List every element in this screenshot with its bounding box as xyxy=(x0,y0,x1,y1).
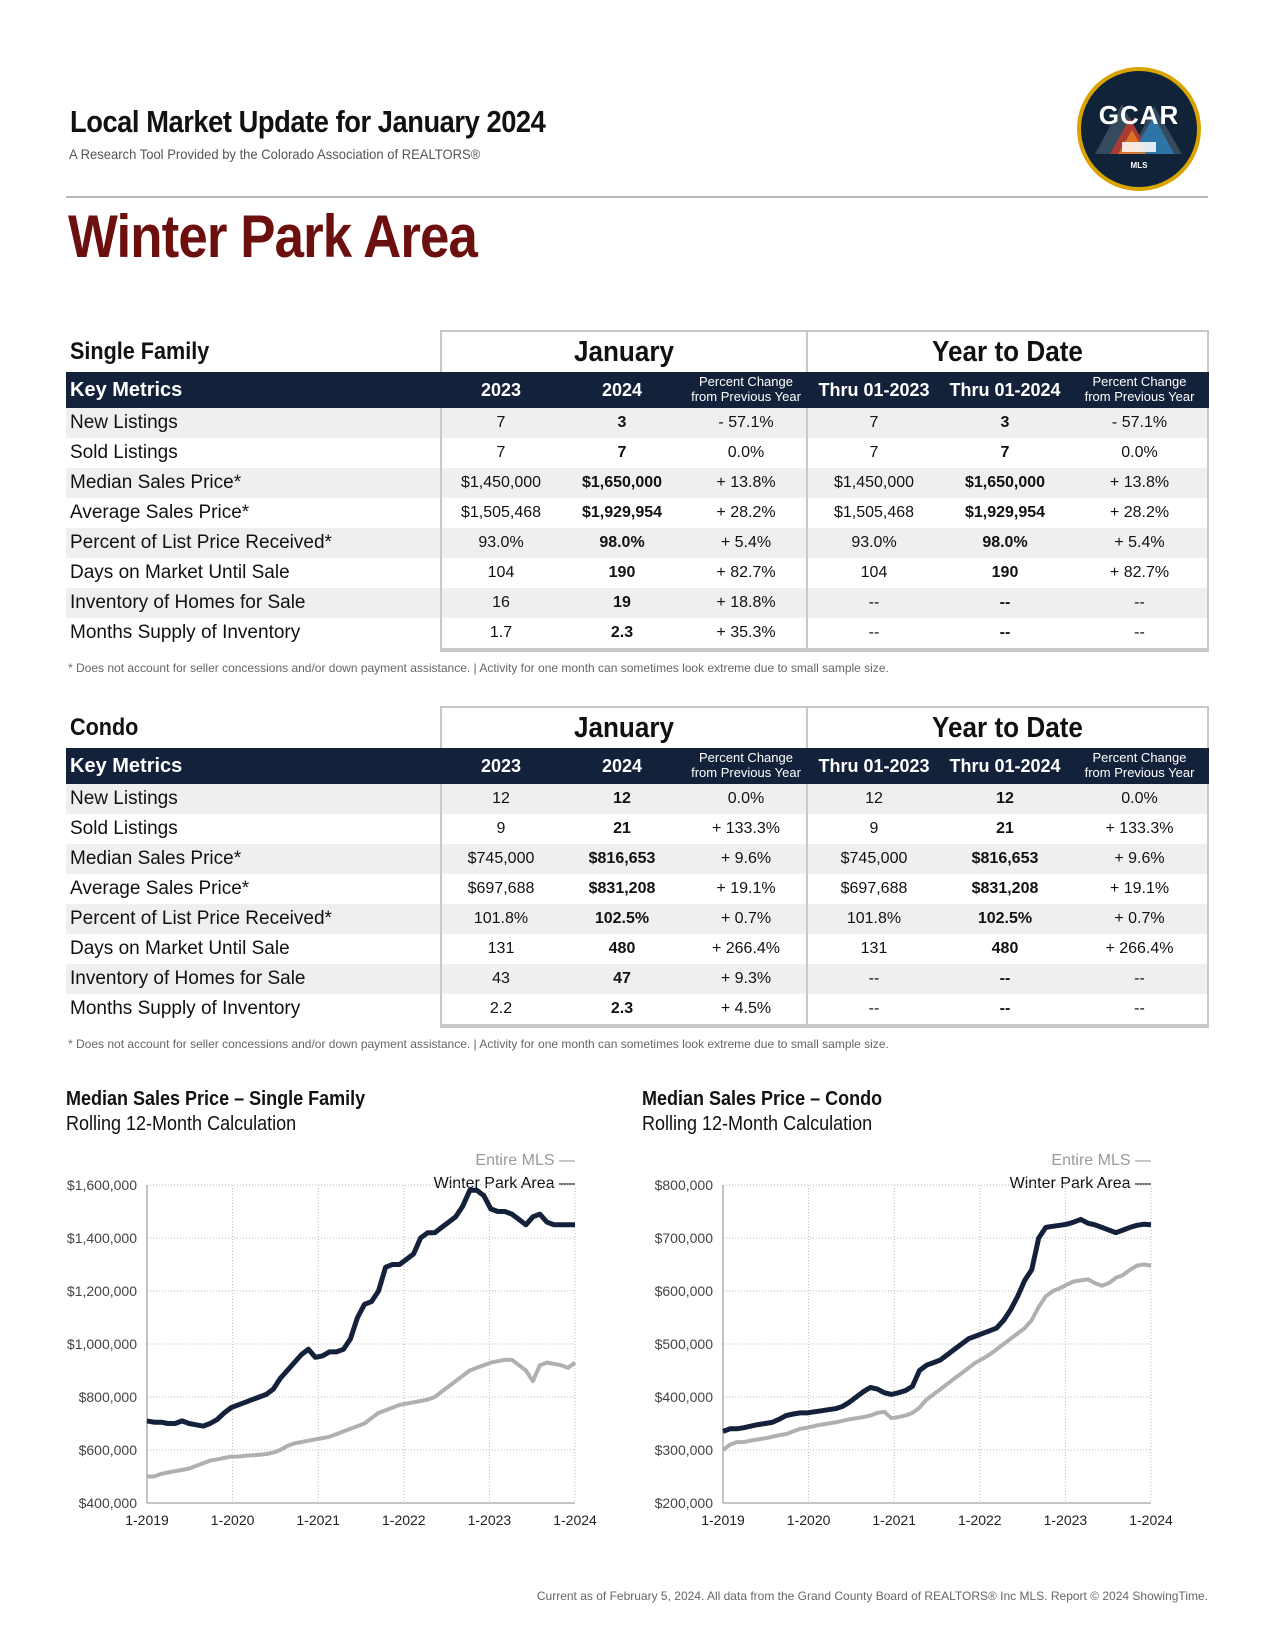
x-tick-label: 1-2019 xyxy=(125,1512,169,1528)
metric-label: New Listings xyxy=(70,788,178,809)
column-divider xyxy=(440,408,442,648)
cell-y2024: 21 xyxy=(996,820,1014,837)
y-tick-label: $1,400,000 xyxy=(66,1230,137,1246)
cell-y2024: $1,929,954 xyxy=(964,504,1046,521)
cell-ypct: -- xyxy=(1134,624,1145,641)
series-line-entire-mls xyxy=(147,1360,575,1477)
cell-y2024: 102.5% xyxy=(977,910,1033,927)
cell-m2024: $1,650,000 xyxy=(581,474,663,491)
ytd-pct-change-line1: Percent Change xyxy=(1092,374,1187,389)
table-row xyxy=(66,814,1209,844)
legend-entry: Entire MLS — xyxy=(1051,1152,1151,1169)
cell-m2023: $1,505,468 xyxy=(460,504,542,521)
y-tick-label: $300,000 xyxy=(654,1442,713,1458)
x-tick-label: 1-2020 xyxy=(786,1512,831,1528)
column-divider xyxy=(806,784,808,1024)
table-row xyxy=(66,784,1209,814)
cell-m2024: $1,929,954 xyxy=(581,504,663,521)
cell-mpct: + 35.3% xyxy=(716,624,776,641)
chart-subtitle-single-family: Rolling 12-Month Calculation xyxy=(66,1113,297,1135)
cell-ypct: -- xyxy=(1134,594,1145,611)
cell-ypct: + 0.7% xyxy=(1114,910,1165,927)
y-tick-label: $600,000 xyxy=(654,1283,713,1299)
cell-ypct: + 5.4% xyxy=(1114,534,1165,551)
metric-label: Average Sales Price* xyxy=(70,878,250,899)
cell-m2024: $831,208 xyxy=(588,880,656,897)
cell-y2023: 7 xyxy=(869,444,879,461)
cell-m2023: 104 xyxy=(487,564,515,581)
table-row xyxy=(66,528,1209,558)
column-divider xyxy=(1207,784,1209,1024)
table-row xyxy=(66,408,1209,438)
cell-m2024: 2.3 xyxy=(610,624,634,641)
cell-y2023: -- xyxy=(868,624,880,641)
cell-mpct: + 266.4% xyxy=(711,940,781,957)
cell-mpct: + 13.8% xyxy=(716,474,776,491)
cell-mpct: + 133.3% xyxy=(711,820,781,837)
table-row xyxy=(66,904,1209,934)
header-2023: 2023 xyxy=(480,756,522,776)
cell-mpct: + 5.4% xyxy=(720,534,772,551)
cell-mpct: 0.0% xyxy=(727,444,765,461)
column-divider xyxy=(806,408,808,648)
cell-ypct: -- xyxy=(1134,1000,1145,1017)
x-tick-label: 1-2022 xyxy=(382,1512,426,1528)
cell-m2024: 98.0% xyxy=(599,534,645,551)
cell-ypct: + 133.3% xyxy=(1105,820,1174,837)
cell-m2023: 7 xyxy=(496,414,506,431)
cell-mpct: + 9.3% xyxy=(720,970,772,987)
header-key-metrics: Key Metrics xyxy=(70,379,183,401)
x-tick-label: 1-2024 xyxy=(1129,1512,1173,1528)
metric-label: Days on Market Until Sale xyxy=(70,562,290,583)
cell-mpct: + 18.8% xyxy=(716,594,776,611)
x-tick-label: 1-2022 xyxy=(958,1512,1002,1528)
cell-y2024: 12 xyxy=(996,790,1014,807)
cell-y2024: 7 xyxy=(1000,444,1010,461)
table-header xyxy=(66,372,1209,408)
cell-y2023: 104 xyxy=(860,564,888,581)
cell-y2024: -- xyxy=(999,1000,1011,1017)
cell-y2023: 93.0% xyxy=(851,534,897,551)
cell-m2023: $1,450,000 xyxy=(460,474,542,491)
cell-m2023: 131 xyxy=(487,940,515,957)
cell-m2024: $816,653 xyxy=(588,850,656,867)
metric-label: Percent of List Price Received* xyxy=(70,532,332,553)
cell-m2024: 480 xyxy=(608,940,636,957)
ytd-pct-change-line2: from Previous Year xyxy=(1084,765,1195,780)
header-ytd-pct-change xyxy=(1070,750,1209,782)
y-tick-label: $1,200,000 xyxy=(66,1283,137,1299)
chart-subtitle-condo: Rolling 12-Month Calculation xyxy=(642,1113,873,1135)
cell-m2023: $745,000 xyxy=(467,850,535,867)
cell-m2023: 12 xyxy=(492,790,510,807)
table-row xyxy=(66,558,1209,588)
header-2023: 2023 xyxy=(480,380,522,400)
footnote-single-family: * Does not account for seller concessions and/or down payment assistance. | Activity for one month can sometimes look extreme due to small sample size. xyxy=(68,661,889,675)
y-tick-label: $1,000,000 xyxy=(66,1336,137,1352)
y-tick-label: $700,000 xyxy=(654,1230,713,1246)
gcar-logo xyxy=(1070,66,1208,192)
cell-m2023: 7 xyxy=(496,444,506,461)
metric-label: Months Supply of Inventory xyxy=(70,622,301,643)
table-row xyxy=(66,468,1209,498)
cell-m2024: 3 xyxy=(617,414,627,431)
metric-label: Median Sales Price* xyxy=(70,848,242,869)
cell-y2023: 7 xyxy=(869,414,879,431)
x-tick-label: 1-2021 xyxy=(872,1512,916,1528)
cell-m2024: 190 xyxy=(608,564,636,581)
cell-m2024: 7 xyxy=(617,444,627,461)
table-bottom-border xyxy=(440,1024,1209,1026)
x-tick-label: 1-2020 xyxy=(210,1512,255,1528)
cell-mpct: + 4.5% xyxy=(720,1000,772,1017)
section-label-single-family: Single Family xyxy=(70,338,210,365)
metric-label: Months Supply of Inventory xyxy=(70,998,301,1019)
y-tick-label: $600,000 xyxy=(78,1442,137,1458)
cell-m2023: 1.7 xyxy=(489,624,513,641)
table-row xyxy=(66,994,1209,1024)
cell-y2023: -- xyxy=(868,970,880,987)
cell-mpct: + 28.2% xyxy=(716,504,776,521)
cell-ypct: + 13.8% xyxy=(1109,474,1170,491)
pct-change-line2: from Previous Year xyxy=(691,389,801,404)
cell-y2023: -- xyxy=(868,1000,880,1017)
group-title-january: January xyxy=(573,336,675,368)
section-label-condo: Condo xyxy=(70,714,139,741)
pct-change-line1: Percent Change xyxy=(699,750,793,765)
header-divider xyxy=(66,196,1208,198)
legend-entry: Entire MLS — xyxy=(475,1152,575,1169)
metric-label: Sold Listings xyxy=(70,442,178,463)
cell-m2023: $697,688 xyxy=(467,880,535,897)
cell-m2023: 2.2 xyxy=(489,1000,513,1017)
legend-entry: Winter Park Area — xyxy=(433,1175,575,1192)
table-row xyxy=(66,844,1209,874)
page-title: Local Market Update for January 2024 xyxy=(70,104,546,139)
column-divider xyxy=(440,784,442,1024)
cell-y2024: 98.0% xyxy=(982,534,1028,551)
table-row xyxy=(66,964,1209,994)
cell-y2023: 131 xyxy=(860,940,888,957)
header-thru-2024: Thru 01-2024 xyxy=(949,380,1061,400)
cell-ypct: - 57.1% xyxy=(1111,414,1168,431)
ytd-pct-change-line2: from Previous Year xyxy=(1084,389,1195,404)
logo-text: GCAR xyxy=(1098,100,1180,130)
x-tick-label: 1-2024 xyxy=(553,1512,597,1528)
header-pct-change xyxy=(684,750,808,782)
cell-y2023: $1,450,000 xyxy=(833,474,915,491)
header-pct-change xyxy=(684,374,808,406)
cell-ypct: + 9.6% xyxy=(1114,850,1165,867)
cell-y2024: 190 xyxy=(991,564,1019,581)
cell-mpct: 0.0% xyxy=(727,790,765,807)
cell-y2024: $831,208 xyxy=(971,880,1039,897)
table-header xyxy=(66,748,1209,784)
x-tick-label: 1-2019 xyxy=(701,1512,745,1528)
chart-title-condo: Median Sales Price – Condo xyxy=(642,1088,883,1110)
cell-ypct: + 19.1% xyxy=(1109,880,1170,897)
series-line-entire-mls xyxy=(723,1265,1151,1451)
pct-change-line2: from Previous Year xyxy=(691,765,801,780)
y-tick-label: $200,000 xyxy=(654,1495,713,1511)
header-ytd-pct-change xyxy=(1070,374,1209,406)
chart-condo xyxy=(616,1128,1196,1548)
group-title-january: January xyxy=(573,712,675,744)
cell-m2024: 21 xyxy=(613,820,631,837)
metric-label: Inventory of Homes for Sale xyxy=(70,592,306,613)
cell-mpct: + 82.7% xyxy=(716,564,776,581)
cell-ypct: + 82.7% xyxy=(1109,564,1170,581)
y-tick-label: $500,000 xyxy=(654,1336,713,1352)
table-bottom-border xyxy=(440,648,1209,650)
header-thru-2023: Thru 01-2023 xyxy=(818,756,930,776)
header-2024: 2024 xyxy=(601,756,643,776)
cell-ypct: 0.0% xyxy=(1121,790,1158,807)
cell-m2024: 47 xyxy=(613,970,631,987)
header-2024: 2024 xyxy=(601,380,643,400)
metric-label: Sold Listings xyxy=(70,818,178,839)
cell-m2023: 101.8% xyxy=(473,910,529,927)
cell-m2024: 2.3 xyxy=(610,1000,634,1017)
cell-y2023: $697,688 xyxy=(840,880,908,897)
table-row xyxy=(66,498,1209,528)
x-tick-label: 1-2021 xyxy=(296,1512,340,1528)
cell-ypct: + 28.2% xyxy=(1109,504,1170,521)
cell-y2024: -- xyxy=(999,594,1011,611)
cell-y2023: 101.8% xyxy=(846,910,902,927)
x-tick-label: 1-2023 xyxy=(1043,1512,1088,1528)
cell-mpct: + 19.1% xyxy=(716,880,776,897)
pct-change-line1: Percent Change xyxy=(699,374,793,389)
cell-y2023: $745,000 xyxy=(840,850,908,867)
page-subtitle: A Research Tool Provided by the Colorado Association of REALTORS® xyxy=(69,146,481,162)
cell-mpct: - 57.1% xyxy=(718,414,774,431)
ytd-pct-change-line1: Percent Change xyxy=(1092,750,1187,765)
header-key-metrics: Key Metrics xyxy=(70,755,183,777)
x-tick-label: 1-2023 xyxy=(467,1512,512,1528)
footnote-condo: * Does not account for seller concessions and/or down payment assistance. | Activity for one month can sometimes look extreme due to small sample size. xyxy=(68,1037,889,1051)
y-tick-label: $400,000 xyxy=(654,1389,713,1405)
cell-y2024: $1,650,000 xyxy=(964,474,1046,491)
cell-m2023: 93.0% xyxy=(478,534,524,551)
cell-m2023: 9 xyxy=(496,820,506,837)
series-line-winter-park-area xyxy=(723,1219,1151,1431)
area-title: Winter Park Area xyxy=(68,203,477,270)
header-thru-2023: Thru 01-2023 xyxy=(818,380,930,400)
cell-mpct: + 9.6% xyxy=(720,850,772,867)
cell-y2024: -- xyxy=(999,624,1011,641)
column-divider xyxy=(1207,408,1209,648)
cell-y2024: -- xyxy=(999,970,1011,987)
metric-label: Average Sales Price* xyxy=(70,502,250,523)
metric-label: Median Sales Price* xyxy=(70,472,242,493)
condo-table xyxy=(66,706,1209,1036)
y-tick-label: $800,000 xyxy=(654,1177,713,1193)
table-row xyxy=(66,934,1209,964)
chart-single-family xyxy=(40,1128,620,1548)
cell-m2024: 12 xyxy=(613,790,631,807)
metric-label: Inventory of Homes for Sale xyxy=(70,968,306,989)
cell-ypct: + 266.4% xyxy=(1105,940,1174,957)
single-family-table xyxy=(66,330,1209,660)
table-row xyxy=(66,618,1209,648)
metric-label: Days on Market Until Sale xyxy=(70,938,290,959)
cell-ypct: -- xyxy=(1134,970,1145,987)
cell-y2024: 480 xyxy=(991,940,1019,957)
chart-title-single-family: Median Sales Price – Single Family xyxy=(66,1088,366,1110)
table-row xyxy=(66,588,1209,618)
metric-label: New Listings xyxy=(70,412,178,433)
y-tick-label: $1,600,000 xyxy=(66,1177,137,1193)
cell-m2023: 16 xyxy=(492,594,510,611)
cell-m2024: 19 xyxy=(613,594,631,611)
cell-y2023: -- xyxy=(868,594,880,611)
cell-y2023: 12 xyxy=(865,790,883,807)
cell-m2023: 43 xyxy=(492,970,510,987)
cell-y2023: 9 xyxy=(869,820,879,837)
cell-y2024: 3 xyxy=(1000,414,1010,431)
cell-ypct: 0.0% xyxy=(1121,444,1158,461)
y-tick-label: $400,000 xyxy=(78,1495,137,1511)
group-title-ytd: Year to Date xyxy=(932,712,1083,744)
table-row xyxy=(66,874,1209,904)
cell-y2023: $1,505,468 xyxy=(833,504,915,521)
series-line-winter-park-area xyxy=(147,1190,575,1426)
cell-mpct: + 0.7% xyxy=(720,910,772,927)
legend-entry: Winter Park Area — xyxy=(1009,1175,1151,1192)
y-tick-label: $800,000 xyxy=(78,1389,137,1405)
metric-label: Percent of List Price Received* xyxy=(70,908,332,929)
cell-y2024: $816,653 xyxy=(971,850,1039,867)
page-footer: Current as of February 5, 2024. All data from the Grand County Board of REALTORS® Inc MLS. Report © 2024 ShowingTime. xyxy=(536,1589,1208,1603)
group-title-ytd: Year to Date xyxy=(932,336,1083,368)
header-thru-2024: Thru 01-2024 xyxy=(949,756,1061,776)
cell-m2024: 102.5% xyxy=(594,910,650,927)
logo-mls-text: MLS xyxy=(1130,161,1148,170)
table-row xyxy=(66,438,1209,468)
